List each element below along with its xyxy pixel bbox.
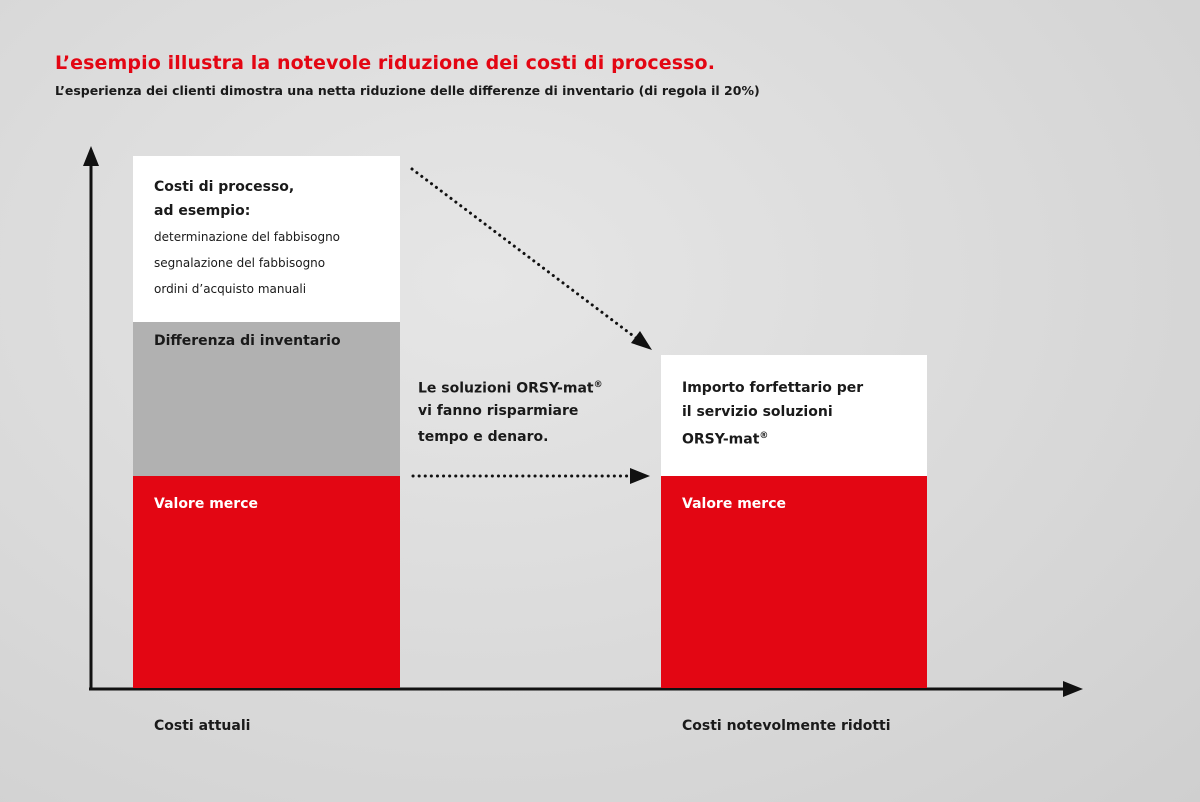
x-axis-arrowhead <box>1063 681 1083 697</box>
horizontal-dotted-arrowhead <box>630 468 650 484</box>
goods-value-box-current <box>133 476 400 688</box>
flat-fee-brand: ORSY-mat <box>682 431 760 448</box>
savings-text-line2: vi fanno risparmiare <box>418 403 579 419</box>
flat-fee-line2: il servizio soluzioni <box>682 404 833 420</box>
page-subtitle: L’esperienza dei clienti dimostra una netta riduzione delle differenze di inventario (di regola il 20%) <box>55 83 760 98</box>
x-label-reduced-costs: Costi notevolmente ridotti <box>682 718 891 734</box>
diagonal-dotted-arrowhead <box>631 331 652 350</box>
registered-mark: ® <box>759 431 769 441</box>
x-label-current-costs: Costi attuali <box>154 718 251 734</box>
flat-fee-line1: Importo forfettario per <box>682 380 864 396</box>
goods-value-box-reduced <box>661 476 927 688</box>
savings-text-line1 <box>418 374 603 400</box>
process-costs-item: determinazione del fabbisogno <box>154 230 341 244</box>
registered-mark: ® <box>593 380 603 390</box>
inventory-difference-label: Differenza di inventario <box>154 333 341 349</box>
process-costs-item: segnalazione del fabbisogno <box>154 256 326 270</box>
flat-fee-line3 <box>682 425 768 451</box>
process-costs-title-line1: Costi di processo, <box>154 179 295 195</box>
savings-text-brand: Le soluzioni ORSY-mat <box>418 380 594 397</box>
process-costs-title-line2: ad esempio: <box>154 203 251 219</box>
savings-text-line3: tempo e denaro. <box>418 429 549 445</box>
diagonal-dotted-arrow-line <box>412 169 640 341</box>
process-costs-item: ordini d’acquisto manuali <box>154 282 307 296</box>
flat-fee-box <box>661 355 927 476</box>
goods-value-label-reduced: Valore merce <box>682 496 786 512</box>
page-title: L’esempio illustra la notevole riduzione dei costi di processo. <box>55 52 716 74</box>
goods-value-label-current: Valore merce <box>154 496 258 512</box>
process-costs-box <box>133 156 400 322</box>
y-axis-arrowhead <box>83 146 99 166</box>
inventory-difference-box <box>133 322 400 476</box>
